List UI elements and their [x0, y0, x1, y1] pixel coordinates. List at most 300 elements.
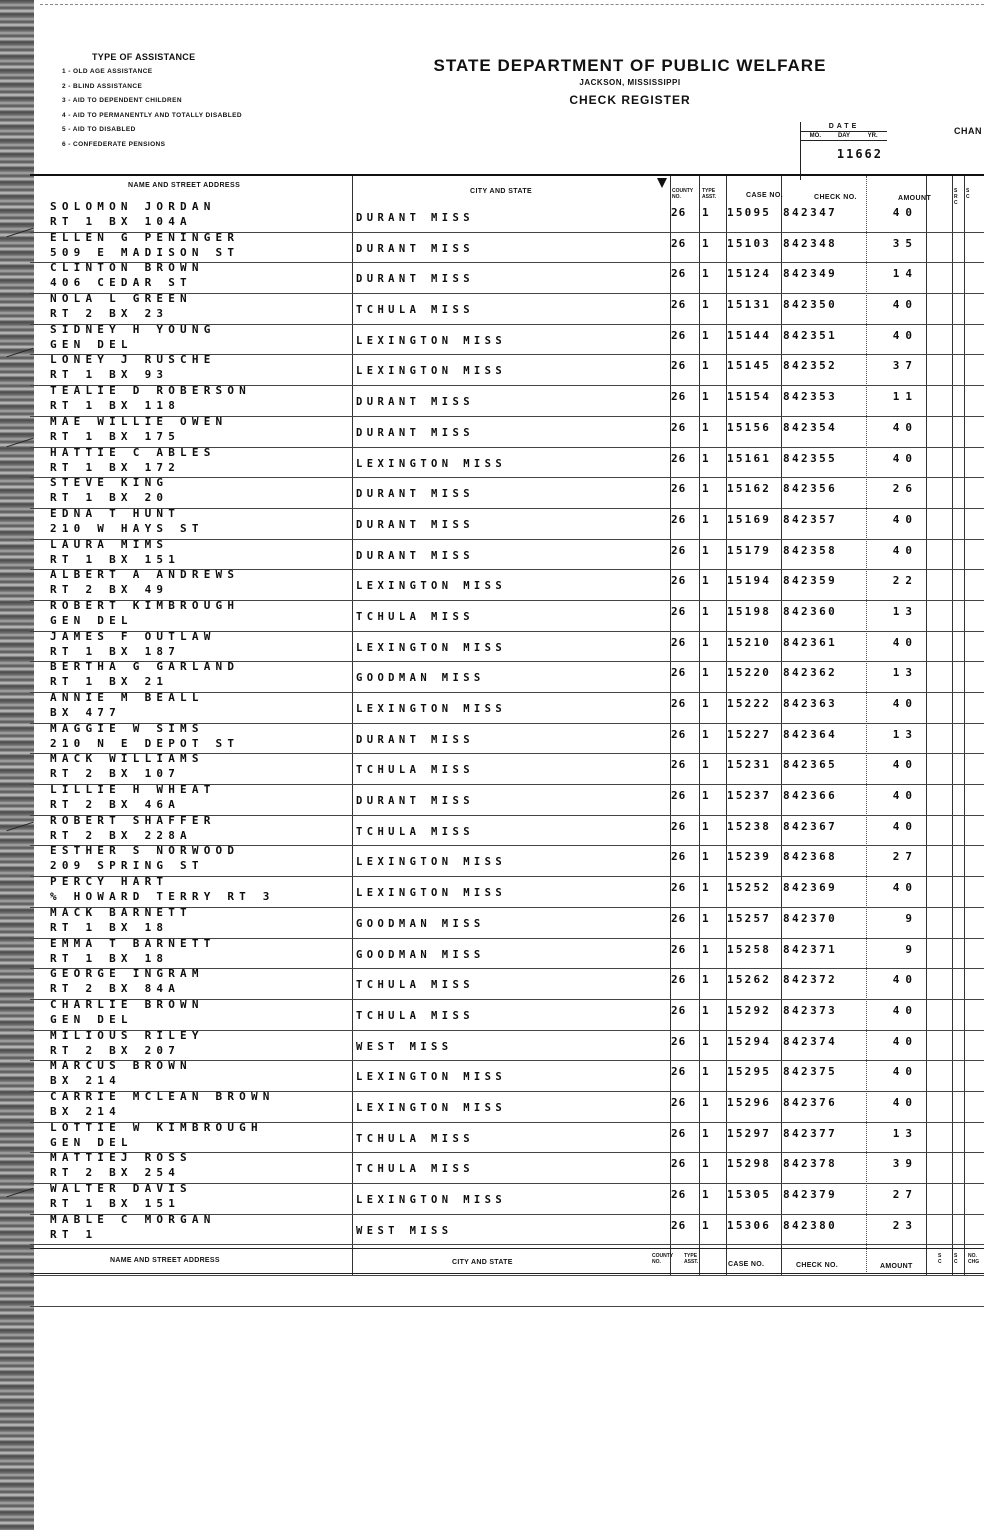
department-location: JACKSON, MISSISSIPPI [579, 78, 681, 87]
top-rule [40, 4, 984, 6]
footer-type-label: TYPE ASST. [684, 1253, 699, 1265]
case-number: 15161 [727, 451, 772, 465]
check-number: 842374 [783, 1034, 838, 1048]
assistance-type: 1 [702, 451, 709, 465]
amount-value: 27 [892, 1188, 918, 1201]
assistance-type: 1 [702, 911, 709, 925]
street-address: RT 2 BX 254 [50, 1166, 181, 1180]
recipient-name: STEVE KING [50, 476, 169, 490]
amount-value: 40 [892, 420, 918, 434]
footer-name-label: NAME AND STREET ADDRESS [110, 1257, 220, 1264]
recipient-name: ANNIE M BEALL [50, 691, 204, 704]
case-number: 15103 [727, 236, 772, 250]
case-number: 15144 [727, 328, 772, 342]
recipient-name: PERCY HART [50, 875, 169, 889]
assistance-type: 1 [702, 236, 709, 250]
table-row [30, 414, 984, 448]
check-number: 842356 [783, 482, 838, 496]
recipient-name: MACK WILLIAMS [50, 752, 204, 766]
city-state: LEXINGTON MISS [356, 1071, 507, 1084]
table-row [30, 662, 984, 693]
check-number: 842355 [783, 451, 838, 465]
street-address: GEN DEL [50, 1135, 133, 1149]
assistance-type: 1 [702, 697, 709, 710]
recipient-name: CLINTON BROWN [50, 261, 204, 275]
check-number: 842360 [783, 604, 838, 618]
assistance-type: 1 [702, 1218, 709, 1232]
amount-value: 40 [892, 328, 918, 342]
check-number: 842364 [783, 727, 838, 741]
amount-value: 11 [892, 390, 918, 404]
check-number: 842347 [783, 206, 838, 219]
county-column-header: COUNTY NO. [672, 188, 694, 200]
table-row [30, 537, 984, 571]
table-row [30, 506, 984, 540]
table-row [30, 355, 984, 386]
street-address: RT 1 BX 18 [50, 951, 169, 965]
cha-label: CHAN [954, 126, 982, 136]
check-number: 842368 [783, 850, 838, 864]
case-number: 15222 [727, 697, 772, 710]
case-number: 15227 [727, 727, 772, 741]
case-column-header: CASE NO. [746, 192, 784, 199]
table-row [30, 1061, 984, 1092]
assistance-type: 1 [702, 420, 709, 434]
city-state: LEXINGTON MISS [356, 856, 507, 869]
city-state: WEST MISS [356, 1224, 453, 1237]
assistance-type: 1 [702, 298, 709, 312]
city-state: DURANT MISS [356, 795, 474, 808]
county-number: 26 [671, 236, 687, 250]
case-number: 15198 [727, 604, 772, 618]
street-address: RT 1 BX 175 [50, 429, 181, 443]
amount-value: 13 [892, 1126, 918, 1140]
recipient-name: GEORGE INGRAM [50, 967, 204, 981]
check-number: 842363 [783, 697, 838, 710]
footer-header-row [30, 1248, 984, 1274]
table-row [30, 294, 984, 325]
city-state: DURANT MISS [356, 426, 474, 439]
county-number: 26 [671, 390, 687, 404]
table-row [30, 322, 984, 356]
case-number: 15179 [727, 543, 772, 557]
amount-value: 40 [892, 973, 918, 987]
amount-value: 40 [892, 758, 918, 772]
table-row [30, 202, 984, 233]
table-row [30, 386, 984, 417]
recipient-name: ELLEN G PENINGER [50, 230, 240, 244]
assistance-type: 1 [702, 328, 709, 342]
assistance-type: 1 [702, 881, 709, 895]
check-number: 842379 [783, 1188, 838, 1201]
date-box [800, 122, 887, 180]
county-number: 26 [671, 328, 687, 342]
city-column-header: CITY AND STATE [470, 188, 533, 195]
amount-value: 40 [892, 451, 918, 465]
city-state: TCHULA MISS [356, 825, 474, 838]
city-state: TCHULA MISS [356, 1163, 474, 1176]
city-state: DURANT MISS [356, 488, 474, 501]
city-state: LEXINGTON MISS [356, 641, 507, 654]
county-number: 26 [671, 482, 687, 496]
case-number: 15095 [727, 206, 772, 219]
street-address: GEN DEL [50, 1012, 133, 1026]
legend-item: 5 - AID TO DISABLED [62, 126, 136, 134]
assistance-type: 1 [702, 482, 709, 496]
street-address: RT 1 [50, 1227, 98, 1241]
footer-sc-label: S C [954, 1253, 958, 1265]
check-number: 842371 [783, 942, 838, 956]
street-address: 209 SPRING ST [50, 859, 204, 873]
amount-value: 9 [905, 911, 918, 925]
recipient-name: MACK BARNETT [50, 905, 192, 919]
street-address: RT 1 BX 20 [50, 491, 169, 505]
street-address: RT 2 BX 107 [50, 767, 181, 781]
recipient-name: MARCUS BROWN [50, 1059, 192, 1073]
recipient-name: TEALIE D ROBERSON [50, 384, 251, 398]
city-state: DURANT MISS [356, 549, 474, 562]
check-column-header: CHECK NO. [814, 194, 857, 201]
case-number: 15231 [727, 758, 772, 772]
amount-value: 40 [892, 298, 918, 312]
county-number: 26 [671, 850, 687, 864]
amount-value: 40 [892, 789, 918, 803]
case-number: 15298 [727, 1157, 772, 1171]
assistance-type: 1 [702, 973, 709, 987]
county-number: 26 [671, 1065, 687, 1079]
recipient-name: MILIOUS RILEY [50, 1028, 204, 1042]
table-row [30, 230, 984, 264]
city-state: GOODMAN MISS [356, 917, 485, 930]
case-number: 15252 [727, 881, 772, 895]
amount-value: 40 [892, 635, 918, 649]
city-state: DURANT MISS [356, 733, 474, 746]
amount-value: 35 [892, 236, 918, 250]
check-number: 842367 [783, 819, 838, 833]
check-number: 842369 [783, 881, 838, 895]
amount-value: 40 [892, 1065, 918, 1079]
case-number: 15262 [727, 973, 772, 987]
county-number: 26 [671, 359, 687, 373]
table-row [30, 263, 984, 294]
amount-value: 40 [892, 1034, 918, 1048]
street-address: GEN DEL [50, 337, 133, 351]
city-state: LEXINGTON MISS [356, 365, 507, 378]
case-number: 15257 [727, 911, 772, 925]
case-number: 15124 [727, 267, 772, 281]
recipient-name: MAGGIE W SIMS [50, 721, 204, 735]
table-row [30, 905, 984, 939]
check-number: 842359 [783, 574, 838, 588]
county-number: 26 [671, 1034, 687, 1048]
assistance-type: 1 [702, 604, 709, 618]
city-state: LEXINGTON MISS [356, 703, 507, 715]
table-row [30, 1120, 984, 1154]
street-address: RT 2 BX 207 [50, 1043, 181, 1057]
assistance-type: 1 [702, 942, 709, 956]
register-rows [30, 202, 984, 1307]
register-header [380, 56, 880, 107]
department-title: STATE DEPARTMENT OF PUBLIC WELFARE [433, 56, 827, 75]
assistance-type: 1 [702, 666, 709, 680]
city-state: TCHULA MISS [356, 304, 474, 317]
city-state: DURANT MISS [356, 273, 474, 286]
case-number: 15156 [727, 420, 772, 434]
amount-value: 40 [892, 512, 918, 526]
blank-row [30, 1276, 984, 1307]
footer-nochg-label: NO. CHG [968, 1253, 980, 1265]
assistance-type: 1 [702, 1157, 709, 1171]
table-row [30, 721, 984, 755]
city-state: LEXINGTON MISS [356, 457, 507, 470]
recipient-name: ALBERT A ANDREWS [50, 568, 240, 582]
amount-value: 13 [892, 727, 918, 741]
county-number: 26 [671, 451, 687, 465]
recipient-name: LAURA MIMS [50, 537, 169, 551]
check-number: 842373 [783, 1003, 838, 1017]
case-number: 15169 [727, 512, 772, 526]
assistance-type: 1 [702, 1126, 709, 1140]
table-row [30, 1028, 984, 1062]
check-number: 842370 [783, 911, 838, 925]
recipient-name: ESTHER S NORWOOD [50, 844, 240, 858]
recipient-name: LILLIE H WHEAT [50, 783, 216, 797]
footer-amount-label: AMOUNT [880, 1263, 913, 1270]
case-number: 15296 [727, 1095, 772, 1109]
table-row [30, 1089, 984, 1123]
footer-case-label: CASE NO. [728, 1261, 765, 1268]
county-number: 26 [671, 881, 687, 895]
check-number: 842372 [783, 973, 838, 987]
case-number: 15238 [727, 819, 772, 833]
assistance-type: 1 [702, 1188, 709, 1201]
register-table [30, 174, 984, 1276]
case-number: 15154 [727, 390, 772, 404]
case-number: 15258 [727, 942, 772, 956]
street-address: RT 2 BX 49 [50, 583, 169, 597]
assistance-type: 1 [702, 850, 709, 864]
assistance-type: 1 [702, 543, 709, 557]
type-column-header: TYPE ASST. [702, 188, 717, 200]
case-number: 15145 [727, 359, 772, 373]
date-day-label: DAY [837, 133, 851, 139]
amount-value: 37 [892, 359, 918, 373]
amount-value: 40 [892, 1095, 918, 1109]
amount-value: 22 [892, 574, 918, 588]
street-address: RT 1 BX 187 [50, 644, 181, 658]
amount-value: 40 [892, 206, 918, 219]
case-number: 15305 [727, 1188, 772, 1201]
src-column-header: S R C [954, 188, 958, 206]
city-state: TCHULA MISS [356, 764, 474, 777]
city-state: LEXINGTON MISS [356, 580, 507, 593]
date-yr-label: YR. [867, 133, 878, 139]
assistance-type: 1 [702, 1034, 709, 1048]
check-number: 842377 [783, 1126, 838, 1140]
recipient-name: WALTER DAVIS [50, 1182, 192, 1195]
table-row [30, 693, 984, 724]
street-address: % HOWARD TERRY RT 3 [50, 890, 275, 904]
county-number: 26 [671, 1126, 687, 1140]
city-state: TCHULA MISS [356, 610, 474, 623]
date-subheaders [801, 132, 887, 141]
check-number: 842351 [783, 328, 838, 342]
recipient-name: CARRIE MCLEAN BROWN [50, 1089, 275, 1103]
name-column-header: NAME AND STREET ADDRESS [128, 182, 241, 189]
county-number: 26 [671, 973, 687, 987]
county-number: 26 [671, 819, 687, 833]
county-number: 26 [671, 1218, 687, 1232]
check-number: 842352 [783, 359, 838, 373]
case-number: 15239 [727, 850, 772, 864]
street-address: 509 E MADISON ST [50, 245, 240, 259]
legend-item: 3 - AID TO DEPENDENT CHILDREN [62, 97, 182, 105]
date-label: DATE [801, 122, 887, 132]
assistance-type: 1 [702, 635, 709, 649]
case-number: 15237 [727, 789, 772, 803]
recipient-name: ROBERT SHAFFER [50, 813, 216, 827]
check-number: 842348 [783, 236, 838, 250]
city-state: DURANT MISS [356, 518, 474, 531]
assistance-type: 1 [702, 359, 709, 373]
street-address: RT 1 BX 151 [50, 1197, 181, 1210]
county-number: 26 [671, 758, 687, 772]
city-state: DURANT MISS [356, 396, 474, 409]
recipient-name: MAE WILLIE OWEN [50, 414, 228, 428]
city-state: GOODMAN MISS [356, 672, 485, 685]
table-row [30, 936, 984, 970]
case-number: 15292 [727, 1003, 772, 1017]
table-row [30, 785, 984, 816]
assistance-type: 1 [702, 789, 709, 803]
case-number: 15162 [727, 482, 772, 496]
amount-value: 40 [892, 543, 918, 557]
check-number: 842358 [783, 543, 838, 557]
case-number: 15306 [727, 1218, 772, 1232]
table-row [30, 1184, 984, 1215]
legend-item: 1 - OLD AGE ASSISTANCE [62, 68, 153, 75]
street-address: 406 CEDAR ST [50, 276, 192, 290]
footer-county-label: COUNTY NO. [652, 1253, 674, 1265]
table-row [30, 846, 984, 877]
amount-value: 23 [892, 1218, 918, 1232]
street-address: 210 W HAYS ST [50, 521, 204, 535]
assistance-type: 1 [702, 758, 709, 772]
street-address: RT 1 BX 18 [50, 920, 169, 934]
register-title: CHECK REGISTER [569, 93, 691, 107]
recipient-name: SIDNEY H YOUNG [50, 322, 216, 336]
table-row [30, 1153, 984, 1184]
table-row [30, 877, 984, 908]
check-number: 842353 [783, 390, 838, 404]
table-row [30, 969, 984, 1000]
county-number: 26 [671, 543, 687, 557]
amount-value: 39 [892, 1157, 918, 1171]
city-state: TCHULA MISS [356, 1009, 474, 1022]
county-number: 26 [671, 635, 687, 649]
city-state: GOODMAN MISS [356, 948, 485, 961]
amount-value: 40 [892, 819, 918, 833]
assistance-type: 1 [702, 727, 709, 741]
recipient-name: LOTTIE W KIMBROUGH [50, 1120, 263, 1134]
recipient-name: SOLOMON JORDAN [50, 200, 216, 213]
recipient-name: EDNA T HUNT [50, 506, 181, 520]
county-number: 26 [671, 727, 687, 741]
county-number: 26 [671, 911, 687, 925]
city-state: DURANT MISS [356, 212, 474, 224]
assistance-type: 1 [702, 512, 709, 526]
county-number: 26 [671, 942, 687, 956]
arrow-down-icon [657, 178, 667, 188]
county-number: 26 [671, 574, 687, 588]
street-address: GEN DEL [50, 613, 133, 627]
street-address: RT 1 BX 118 [50, 399, 181, 413]
legend-title: TYPE OF ASSISTANCE [92, 52, 196, 62]
street-address: RT 1 BX 104A [50, 215, 192, 228]
case-number: 15220 [727, 666, 772, 680]
street-address: RT 1 BX 151 [50, 552, 181, 566]
assistance-type: 1 [702, 819, 709, 833]
county-number: 26 [671, 298, 687, 312]
case-number: 15194 [727, 574, 772, 588]
table-row [30, 813, 984, 847]
table-row [30, 478, 984, 509]
date-mo-label: MO. [809, 133, 821, 139]
recipient-name: ROBERT KIMBROUGH [50, 598, 240, 612]
amount-value: 40 [892, 697, 918, 710]
recipient-name: NOLA L GREEN [50, 292, 192, 306]
assistance-type: 1 [702, 267, 709, 281]
check-number: 842375 [783, 1065, 838, 1079]
recipient-name: CHARLIE BROWN [50, 997, 204, 1011]
footer-check-label: CHECK NO. [796, 1262, 838, 1269]
recipient-name: MATTIEJ ROSS [50, 1151, 192, 1165]
assistance-type: 1 [702, 1095, 709, 1109]
county-number: 26 [671, 420, 687, 434]
amount-value: 13 [892, 604, 918, 618]
case-number: 15131 [727, 298, 772, 312]
street-address: RT 2 BX 84A [50, 982, 181, 996]
county-number: 26 [671, 512, 687, 526]
assistance-type: 1 [702, 574, 709, 588]
street-address: BX 477 [50, 706, 121, 719]
recipient-name: BERTHA G GARLAND [50, 660, 240, 674]
recipient-name: LONEY J RUSCHE [50, 353, 216, 367]
city-state: DURANT MISS [356, 242, 474, 255]
check-number: 842365 [783, 758, 838, 772]
check-number: 842378 [783, 1157, 838, 1171]
footer-src-label: S C [938, 1253, 942, 1265]
date-value: 11662 [836, 147, 883, 161]
amount-value: 14 [892, 267, 918, 281]
case-number: 15295 [727, 1065, 772, 1079]
case-number: 15297 [727, 1126, 772, 1140]
check-number: 842350 [783, 298, 838, 312]
street-address: RT 2 BX 228A [50, 828, 192, 842]
county-number: 26 [671, 267, 687, 281]
assistance-type: 1 [702, 1065, 709, 1079]
legend-item: 6 - CONFEDERATE PENSIONS [62, 140, 166, 148]
amount-value: 40 [892, 1003, 918, 1017]
check-number: 842357 [783, 512, 838, 526]
street-address: BX 214 [50, 1074, 121, 1088]
county-number: 26 [671, 1157, 687, 1171]
street-address: RT 2 BX 46A [50, 798, 181, 812]
amount-column-header: AMOUNT [898, 195, 932, 202]
table-row [30, 598, 984, 632]
legend-item: 2 - BLIND ASSISTANCE [62, 82, 143, 90]
check-number: 842354 [783, 420, 838, 434]
